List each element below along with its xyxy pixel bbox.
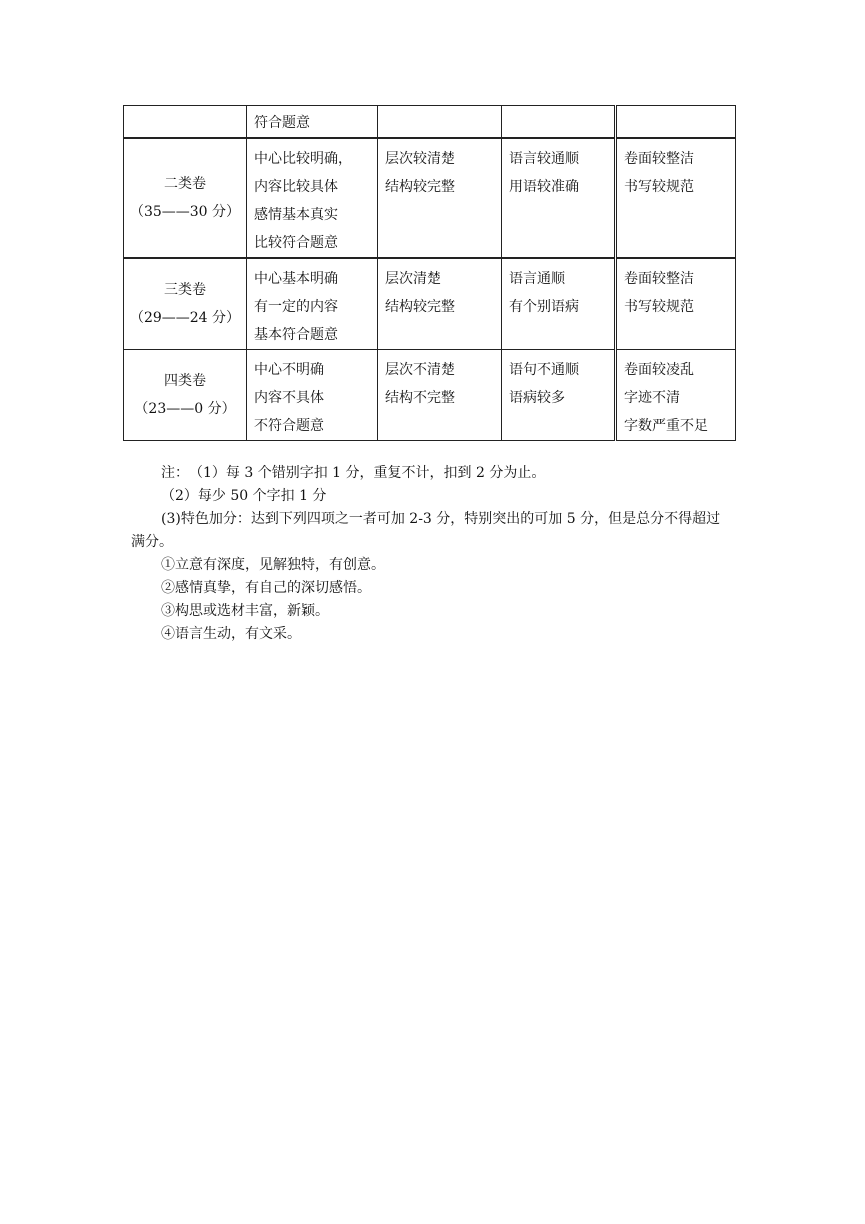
note-1: 注： （1）每 3 个错别字扣 1 分，重复不计，扣到 2 分为止。 bbox=[161, 465, 546, 481]
grade-label: 三类卷 bbox=[164, 282, 206, 298]
note-2: （2）每少 50 个字扣 1 分 bbox=[161, 488, 327, 504]
cell-line: 内容比较具体 bbox=[254, 179, 338, 195]
grade-cell bbox=[124, 350, 247, 441]
note-3: (3)特色加分：达到下列四项之一者可加 2-3 分，特别突出的可加 5 分，但是总分不得超过满分。 bbox=[131, 511, 721, 550]
cell-line: 有个别语病 bbox=[509, 299, 579, 315]
structure-cell bbox=[378, 350, 502, 441]
table-row bbox=[124, 138, 736, 258]
language-cell bbox=[502, 350, 616, 441]
cell-line: 字数严重不足 bbox=[624, 418, 708, 434]
cell-line: 语病较多 bbox=[509, 390, 565, 406]
bonus-item-4: ④语言生动，有文采。 bbox=[161, 626, 301, 642]
bonus-item-1: ①立意有深度，见解独特，有创意。 bbox=[161, 557, 385, 573]
grade-range: （23——0 分） bbox=[134, 401, 236, 417]
grade-cell bbox=[124, 106, 247, 139]
cell-line: 感情基本真实 bbox=[254, 207, 338, 223]
cell-line: 基本符合题意 bbox=[254, 327, 338, 343]
cell-line: 符合题意 bbox=[254, 115, 310, 131]
cell-line: 结构不完整 bbox=[385, 390, 455, 406]
cell-line: 层次不清楚 bbox=[385, 362, 455, 378]
grade-range: （35——30 分） bbox=[129, 204, 241, 220]
language-cell bbox=[502, 258, 616, 350]
cell-line: 结构较完整 bbox=[385, 299, 455, 315]
cell-line: 语言通顺 bbox=[509, 271, 565, 287]
cell-line: 层次较清楚 bbox=[385, 151, 455, 167]
cell-line: 内容不具体 bbox=[254, 390, 324, 406]
table-row bbox=[124, 106, 736, 139]
grading-table bbox=[123, 105, 736, 441]
cell-line: 书写较规范 bbox=[624, 299, 694, 315]
cell-line: 卷面较整洁 bbox=[624, 151, 694, 167]
cell-line: 语句不通顺 bbox=[509, 362, 579, 378]
structure-cell bbox=[378, 138, 502, 258]
content-cell bbox=[247, 106, 378, 139]
cell-line: 不符合题意 bbox=[254, 418, 324, 434]
presentation-cell bbox=[616, 138, 736, 258]
structure-cell bbox=[378, 258, 502, 350]
grade-label: 二类卷 bbox=[164, 176, 206, 192]
content-cell bbox=[247, 350, 378, 441]
cell-line: 语言较通顺 bbox=[509, 151, 579, 167]
cell-line: 中心比较明确， bbox=[254, 151, 352, 167]
cell-line: 书写较规范 bbox=[624, 179, 694, 195]
presentation-cell bbox=[616, 350, 736, 441]
cell-line: 有一定的内容 bbox=[254, 299, 338, 315]
content-cell bbox=[247, 138, 378, 258]
table-row bbox=[124, 258, 736, 350]
grade-cell bbox=[124, 138, 247, 258]
cell-line: 层次清楚 bbox=[385, 271, 441, 287]
grade-cell bbox=[124, 258, 247, 350]
language-cell bbox=[502, 138, 616, 258]
bonus-item-3: ③构思或选材丰富，新颖。 bbox=[161, 603, 329, 619]
cell-line: 中心基本明确 bbox=[254, 271, 338, 287]
presentation-cell bbox=[616, 106, 736, 139]
cell-line: 卷面较整洁 bbox=[624, 271, 694, 287]
table-row bbox=[124, 350, 736, 441]
cell-line: 结构较完整 bbox=[385, 179, 455, 195]
presentation-cell bbox=[616, 258, 736, 350]
cell-line: 中心不明确 bbox=[254, 362, 324, 378]
content-cell bbox=[247, 258, 378, 350]
scoring-notes bbox=[131, 462, 741, 646]
cell-line: 卷面较凌乱 bbox=[624, 362, 694, 378]
language-cell bbox=[502, 106, 616, 139]
cell-line: 字迹不清 bbox=[624, 390, 680, 406]
structure-cell bbox=[378, 106, 502, 139]
bonus-item-2: ②感情真挚，有自己的深切感悟。 bbox=[161, 580, 371, 596]
cell-line: 比较符合题意 bbox=[254, 235, 338, 251]
grade-range: （29——24 分） bbox=[129, 310, 241, 326]
cell-line: 用语较准确 bbox=[509, 179, 579, 195]
grade-label: 四类卷 bbox=[164, 373, 206, 389]
